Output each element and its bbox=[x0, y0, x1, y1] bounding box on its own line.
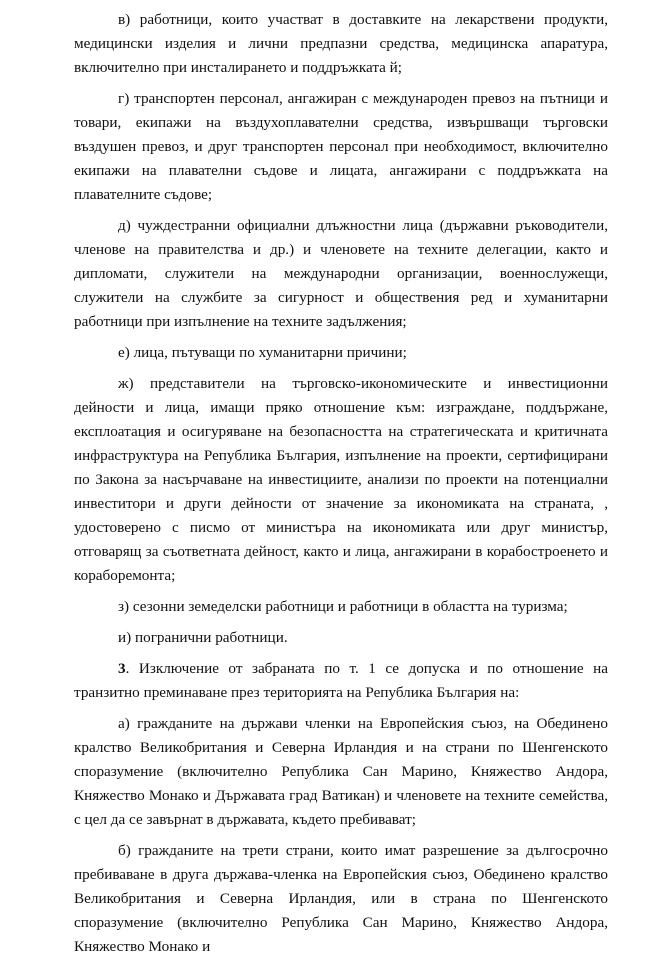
section-3-text: . Изключение от забраната по т. 1 се допуска и по отношение на транзитно преминаване през територията на Република България на: bbox=[74, 660, 608, 701]
paragraph-g: г) транспортен персонал, ангажиран с международен превоз на пътници и товари, екипажи на въздухоплавателни средства, извършващи търговски въздушен превоз, и друг транспортен персонал при необходимост, включително екипажи на плавателни съдове и лицата, ангажирани с поддръжката на плавателните съдове; bbox=[74, 90, 608, 203]
paragraph-b: б) гражданите на трети страни, които имат разрешение за дългосрочно пребиваване в друга държава-членка на Европейския съюз, Обединено кралство Великобритания и Северна Ирландия, или в страна по Шенгенското споразумение (включително Република Сан Марино, Княжество Андора, Княжество Монако и bbox=[74, 842, 608, 955]
paragraph-zh: ж) представители на търговско-икономическите и инвестиционни дейности и лица, имащи пряко отношение към: изграждане, поддържане, експлоатация и осигуряване на безопасността на стратегическата и критичната инфраструктура на Република България, изпълнение на проекти, сертифицирани по Закона за насърчаване на инвестициите, анализи по проекти на потенциални инвеститори и други дейности от значение за икономиката на страната, , удостоверено с писмо от министъра на икономиката или друг министър, отговарящ за съответната дейност, както и лица, ангажирани в корабостроенето и кораборемонта; bbox=[74, 375, 608, 584]
paragraph-a: а) гражданите на държави членки на Европейския съюз, на Обединено кралство Великобритания и Северна Ирландия и на страни по Шенгенското споразумение (включително Република Сан Марино, Княжество Андора, Княжество Монако и Държавата град Ватикан) и членовете на техните семейства, с цел да се завърнат в държавата, където пребивават; bbox=[74, 715, 608, 828]
paragraph-i: и) погранични работници. bbox=[118, 629, 288, 646]
paragraph-d: д) чуждестранни официални длъжностни лица (държавни ръководители, членове на правителства и др.) и членовете на техните делегации, както и дипломати, служители на международни организации, военнослужещи, служители на службите за сигурност и обществения ред и хуманитарни работници при изпълнение на техните задължения; bbox=[74, 217, 608, 330]
section-number: 3 bbox=[118, 660, 126, 677]
paragraph-3 bbox=[74, 657, 608, 705]
paragraph-z: з) сезонни земеделски работници и работници в областта на туризма; bbox=[118, 598, 568, 615]
paragraph-e: е) лица, пътуващи по хуманитарни причини; bbox=[118, 344, 407, 361]
paragraph-v: в) работници, които участват в доставките на лекарствени продукти, медицински изделия и лични предпазни средства, медицинска апаратура, включително при инсталирането и поддръжката й; bbox=[74, 11, 608, 76]
document-body bbox=[74, 8, 608, 966]
